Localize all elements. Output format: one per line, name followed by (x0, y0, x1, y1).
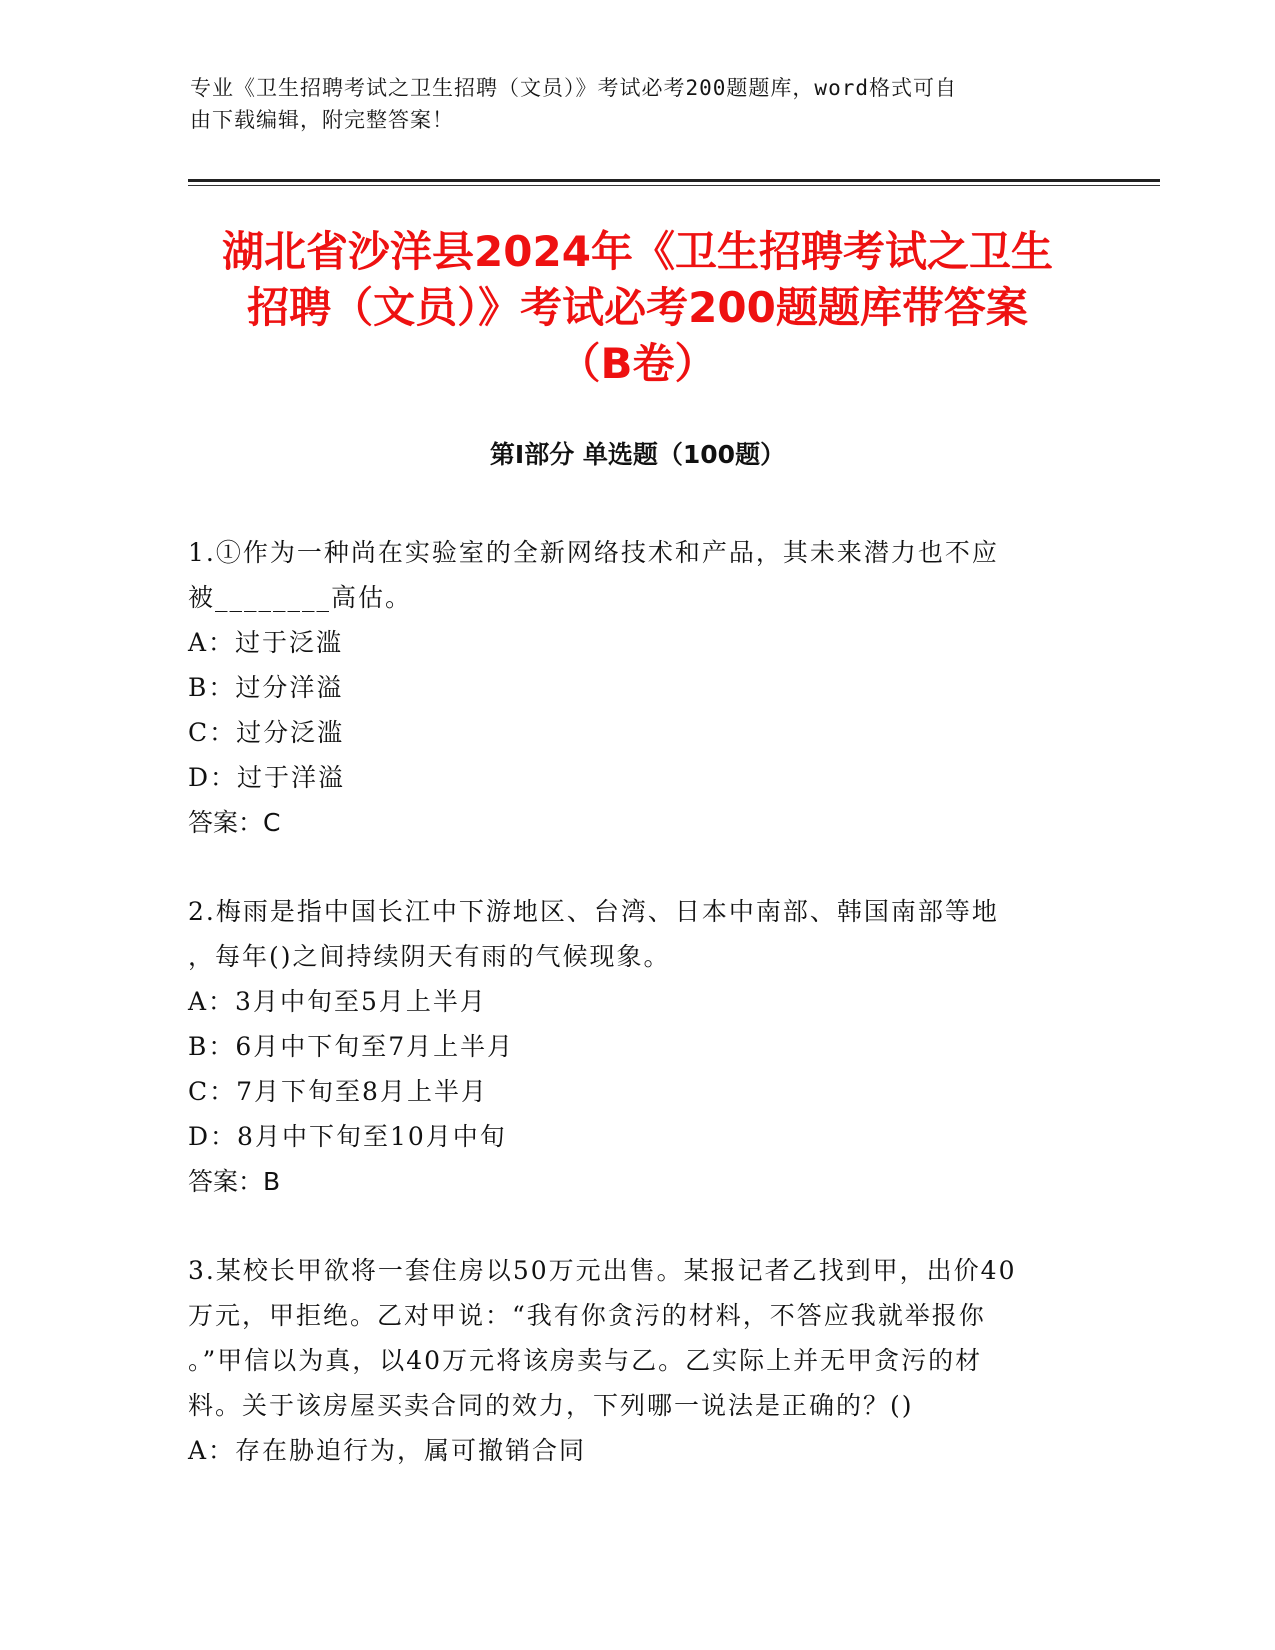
question-3 (188, 1248, 1088, 1473)
option-d: D：过于洋溢 (188, 763, 346, 792)
document-title-line-2: 招聘（文员）》考试必考200题题库带答案 (247, 283, 1028, 332)
option-a: A：过于泛滥 (188, 628, 344, 657)
section-heading: 第I部分 单选题（100题） (489, 440, 786, 469)
header-note-line-2: 由下载编辑，附完整答案！ (190, 108, 454, 132)
answer-line: 答案：B (188, 1167, 281, 1196)
option-a: A：3月中旬至5月上半月 (188, 987, 487, 1016)
header-divider-thin (188, 185, 1160, 186)
question-stem-line: ，每年()之间持续阴天有雨的气候现象。 (188, 942, 671, 971)
question-stem-line: 料。关于该房屋买卖合同的效力，下列哪一说法是正确的？() (188, 1391, 914, 1420)
option-b: B：6月中下旬至7月上半月 (188, 1032, 515, 1061)
question-stem (188, 889, 1088, 979)
answer-line: 答案：C (188, 808, 281, 837)
question-stem-line: 2.梅雨是指中国长江中下游地区、台湾、日本中南部、韩国南部等地 (188, 897, 999, 926)
question-list (188, 530, 1088, 1517)
question-stem-line: 3.某校长甲欲将一套住房以50万元出售。某报记者乙找到甲，出价40 (188, 1256, 1017, 1285)
header-note (190, 72, 1090, 136)
document-title-line-1: 湖北省沙洋县2024年《卫生招聘考试之卫生 (222, 227, 1053, 276)
document-title-line-3: （B卷） (558, 339, 717, 388)
option-b: B：过分洋溢 (188, 673, 344, 702)
option-c: C：7月下旬至8月上半月 (188, 1077, 488, 1106)
question-stem-line: 万元，甲拒绝。乙对甲说：“我有你贪污的材料，不答应我就举报你 (188, 1301, 986, 1330)
question-2 (188, 889, 1088, 1204)
header-divider-thick (188, 179, 1160, 182)
header-note-line-1: 专业《卫生招聘考试之卫生招聘（文员）》考试必考200题题库，word格式可自 (190, 76, 957, 100)
question-stem (188, 1248, 1088, 1428)
document-title (170, 224, 1105, 392)
question-stem-line: 1.①作为一种尚在实验室的全新网络技术和产品，其未来潜力也不应 (188, 538, 999, 567)
option-a: A：存在胁迫行为，属可撤销合同 (188, 1436, 587, 1465)
question-stem-line: 。”甲信以为真，以40万元将该房卖与乙。乙实际上并无甲贪污的材 (188, 1346, 983, 1375)
question-stem (188, 530, 1088, 620)
question-stem-line: 被________高估。 (188, 583, 413, 612)
option-c: C：过分泛滥 (188, 718, 345, 747)
option-d: D：8月中下旬至10月中旬 (188, 1122, 507, 1151)
question-1 (188, 530, 1088, 845)
